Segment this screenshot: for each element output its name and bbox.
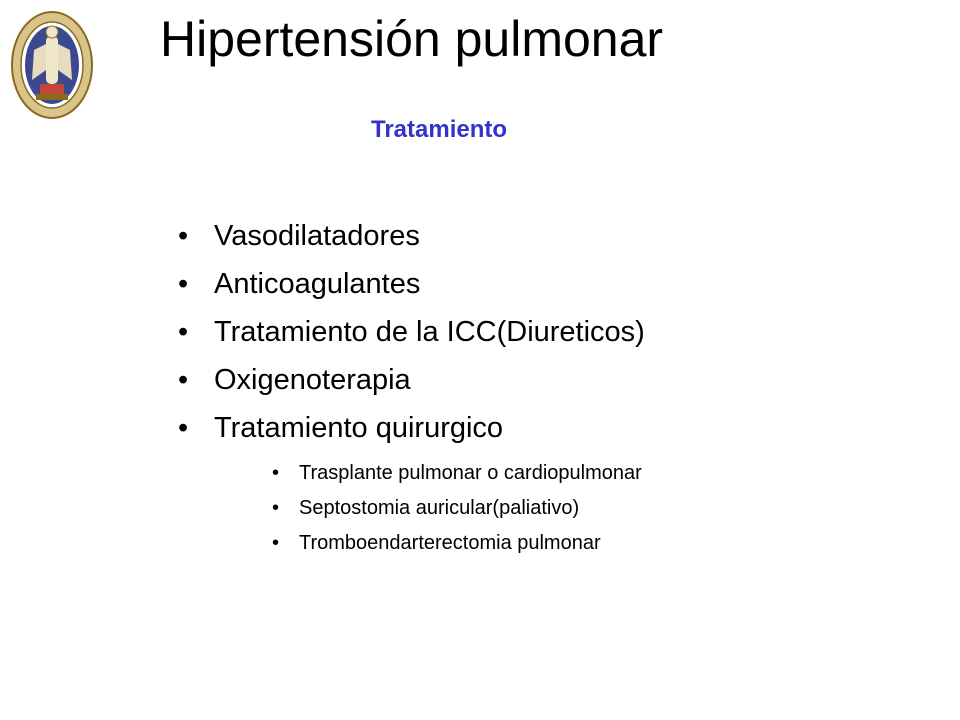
bullet-item: • Vasodilatadores [178, 212, 645, 260]
surgical-treatment-sublist [272, 456, 642, 561]
bullet-item: • Tratamiento quirurgico [178, 404, 645, 452]
slide-title: Hipertensión pulmonar [160, 11, 664, 67]
sub-bullet-item: • Trasplante pulmonar o cardiopulmonar [272, 456, 642, 491]
university-seal-logo [10, 10, 94, 120]
sub-bullet-item: • Septostomia auricular(paliativo) [272, 491, 642, 526]
treatment-list [178, 212, 645, 452]
bullet-item: • Anticoagulantes [178, 260, 645, 308]
bullet-item: • Oxigenoterapia [178, 356, 645, 404]
bullet-item: • Tratamiento de la ICC(Diureticos) [178, 308, 645, 356]
slide-subtitle: Tratamiento [371, 116, 508, 143]
sub-bullet-item: • Tromboendarterectomia pulmonar [272, 526, 642, 561]
